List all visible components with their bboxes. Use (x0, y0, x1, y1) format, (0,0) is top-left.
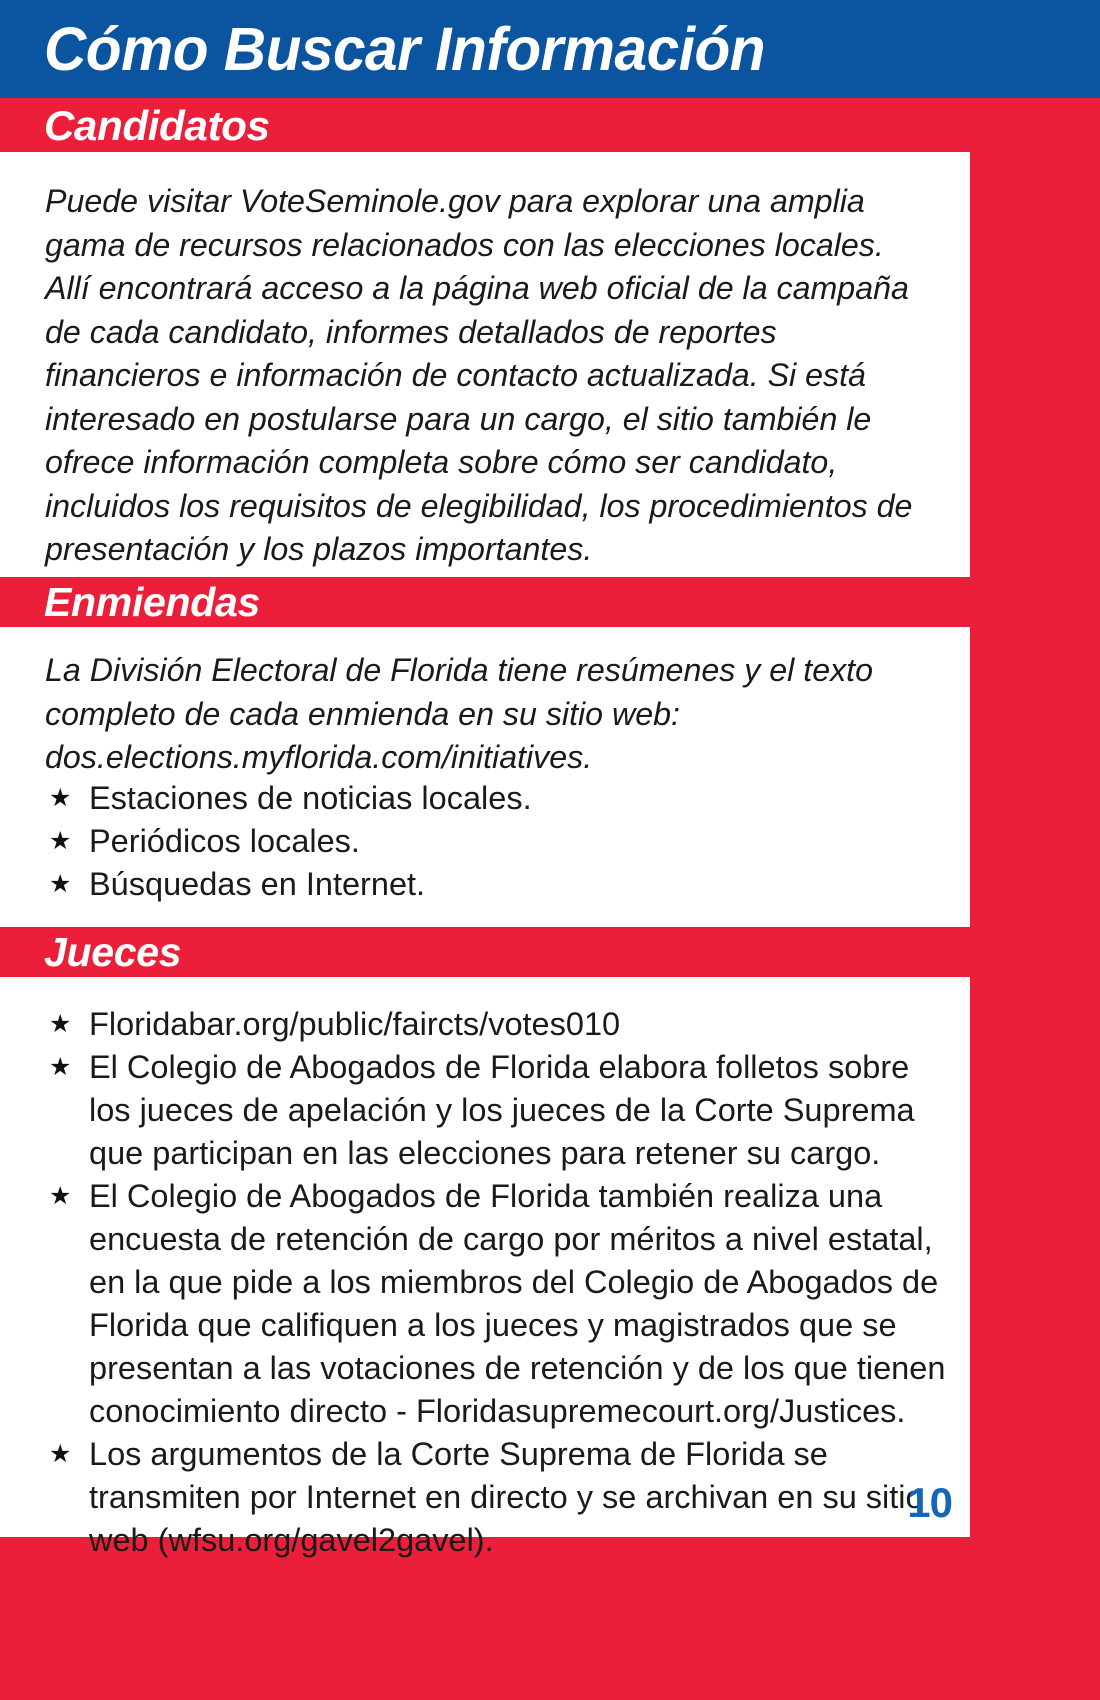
list-item-text: Búsquedas en Internet. (89, 866, 426, 902)
page-header-band (0, 0, 1100, 98)
list-item (45, 863, 950, 906)
list-item (45, 820, 950, 863)
list-item (45, 777, 950, 820)
star-bullet-icon: ★ (49, 1010, 72, 1038)
enmiendas-bullet-list (45, 777, 950, 906)
page-title: Cómo Buscar Información (44, 15, 766, 83)
section-header-candidatos (0, 98, 1100, 152)
list-item (45, 1046, 950, 1175)
list-item-text: El Colegio de Abogados de Florida también realiza una encuesta de retención de cargo por méritos a nivel estatal, en la que pide a los miembros del Colegio de Abogados de Florida que califiquen a los jueces y magistrados que se presentan a las votaciones de retención y de los que tienen conocimiento directo - Floridasupremecourt.org/Justices. (89, 1178, 946, 1429)
list-item (45, 1433, 950, 1562)
star-bullet-icon: ★ (49, 784, 72, 812)
list-item-text: Periódicos locales. (89, 823, 360, 859)
page-number: 10 (907, 1479, 952, 1526)
star-bullet-icon: ★ (49, 1440, 72, 1468)
list-item-text: Los argumentos de la Corte Suprema de Florida se transmiten por Internet en directo y se archivan en su sitio web (wfsu.org/gavel2gavel). (89, 1436, 924, 1558)
list-item (45, 1175, 950, 1433)
jueces-bullet-list (45, 1003, 950, 1562)
list-item (45, 1003, 950, 1046)
section-header-enmiendas (0, 577, 1100, 627)
star-bullet-icon: ★ (49, 1053, 72, 1081)
section-heading-label: Enmiendas (44, 579, 261, 625)
section-heading-label: Candidatos (44, 102, 270, 149)
star-bullet-icon: ★ (49, 827, 72, 855)
star-bullet-icon: ★ (49, 870, 72, 898)
panel-candidatos (0, 152, 970, 577)
list-item-text: Estaciones de noticias locales. (89, 780, 532, 816)
list-item-text: El Colegio de Abogados de Florida elabora folletos sobre los jueces de apelación y los jueces de la Corte Suprema que participan en las elecciones para retener su cargo. (89, 1049, 915, 1171)
enmiendas-paragraph: La División Electoral de Florida tiene resúmenes y el texto completo de cada enmienda en su sitio web: dos.elections.myflorida.com/initiatives. (45, 652, 874, 775)
section-heading-label: Jueces (44, 929, 182, 975)
section-header-jueces (0, 927, 1100, 977)
candidatos-paragraph: Puede visitar VoteSeminole.gov para explorar una amplia gama de recursos relacionados con las elecciones locales. Allí encontrará acceso a la página web oficial de la campaña de cada candidato, informes detallados de reportes financieros e información de contacto actualizada. Si está interesado en postularse para un cargo, el sitio también le ofrece información completa sobre cómo ser candidato, incluidos los requisitos de elegibilidad, los procedimientos de presentación y los plazos importantes. (45, 183, 913, 567)
panel-enmiendas (0, 627, 970, 927)
list-item-text: Floridabar.org/public/faircts/votes010 (89, 1006, 621, 1042)
panel-jueces (0, 977, 970, 1558)
star-bullet-icon: ★ (49, 1182, 72, 1210)
